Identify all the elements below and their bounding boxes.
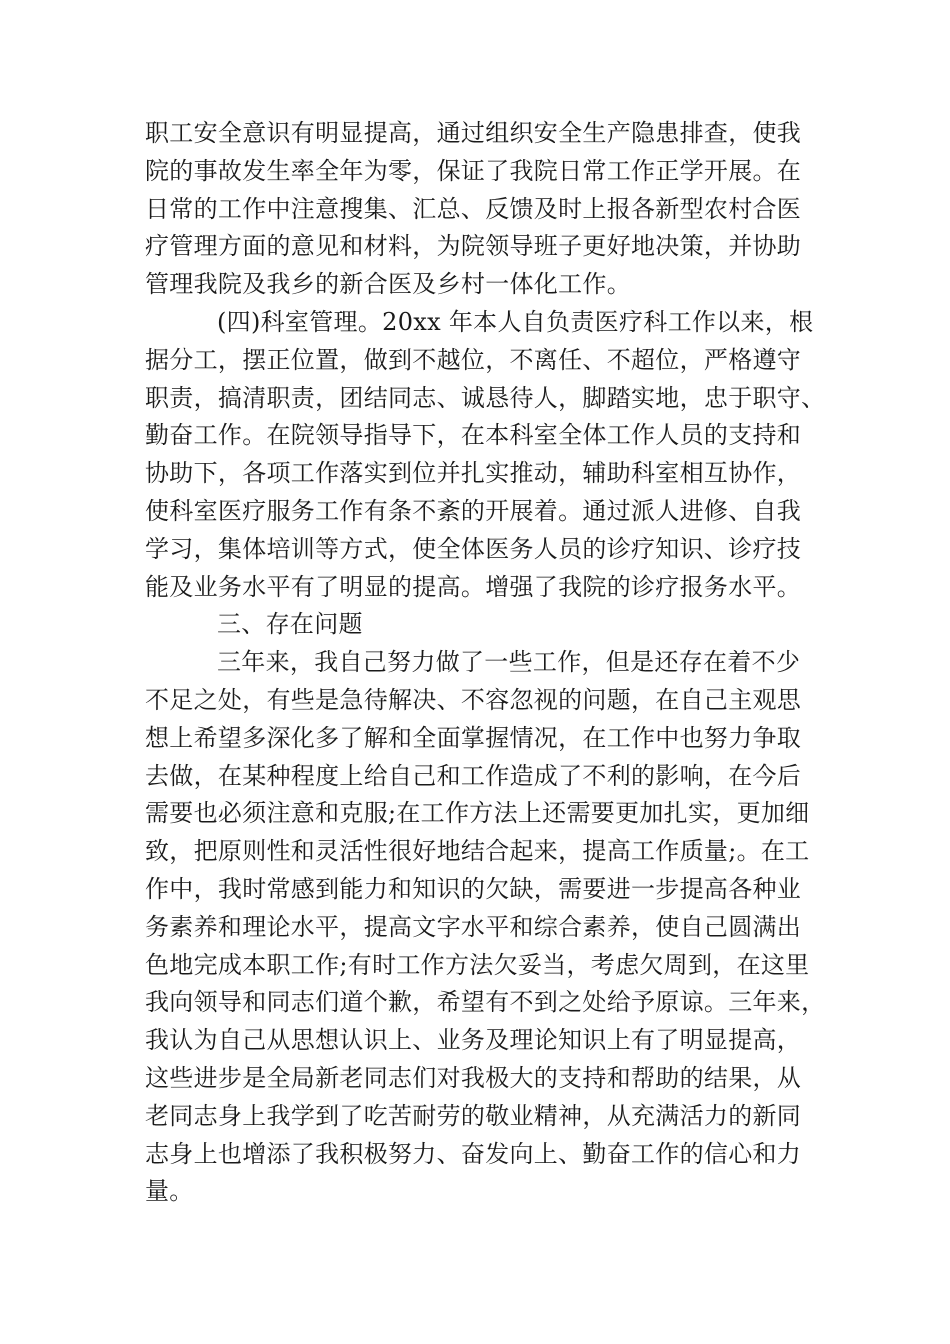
- text-line: 使科室医疗服务工作有条不紊的开展着。通过派人进修、自我: [145, 496, 802, 525]
- text-line: 务素养和理论水平，提高文字水平和综合素养，使自己圆满出: [145, 912, 802, 941]
- text-line: 志身上也增添了我积极努力、奋发向上、勤奋工作的信心和力: [145, 1139, 802, 1168]
- text-line: 管理我院及我乡的新合医及乡村一体化工作。: [145, 270, 631, 299]
- text-line: 院的事故发生率全年为零，保证了我院日常工作正学开展。在: [145, 156, 802, 185]
- document-body: [145, 115, 826, 1211]
- text-line: 需要也必须注意和克服;在工作方法上还需要更加扎实，更加细: [145, 799, 810, 828]
- text-line: 去做，在某种程度上给自己和工作造成了不利的影响，在今后: [145, 761, 802, 790]
- text-line: 学习，集体培训等方式，使全体医务人员的诊疗知识、诊疗技: [145, 534, 802, 563]
- text-line: 能及业务水平有了明显的提高。增强了我院的诊疗报务水平。: [145, 572, 802, 601]
- text-line: 日常的工作中注意搜集、汇总、反馈及时上报各新型农村合医: [145, 194, 802, 223]
- text-line: 这些进步是全局新老同志们对我极大的支持和帮助的结果，从: [145, 1063, 802, 1092]
- paragraph-start-line: 三年来，我自己努力做了一些工作，但是还存在着不少: [217, 648, 801, 677]
- text-line: 勤奋工作。在院领导指导下，在本科室全体工作人员的支持和: [145, 421, 802, 450]
- text-line: 据分工，摆正位置，做到不越位，不离任、不超位，严格遵守: [145, 345, 802, 374]
- text-line: 老同志身上我学到了吃苦耐劳的敬业精神，从充满活力的新同: [145, 1101, 802, 1130]
- text-line: 我向领导和同志们道个歉，希望有不到之处给予原谅。三年来，: [145, 988, 826, 1017]
- text-line: 职责，搞清职责，团结同志、诚恳待人，脚踏实地，忠于职守、: [145, 383, 826, 412]
- text-line: 作中，我时常感到能力和知识的欠缺，需要进一步提高各种业: [145, 874, 802, 903]
- section-heading: 三、存在问题: [217, 610, 363, 639]
- text-line: 色地完成本职工作;有时工作方法欠妥当，考虑欠周到，在这里: [145, 950, 810, 979]
- paragraph-start-line: (四)科室管理。20xx 年本人自负责医疗科工作以来，根: [217, 307, 814, 336]
- text-line: 我认为自己从思想认识上、业务及理论知识上有了明显提高，: [145, 1026, 802, 1055]
- text-line: 量。: [145, 1177, 194, 1206]
- text-line: 不足之处，有些是急待解决、不容忽视的问题，在自己主观思: [145, 685, 802, 714]
- text-line: 职工安全意识有明显提高，通过组织安全生产隐患排查，使我: [145, 119, 802, 147]
- text-line: 疗管理方面的意见和材料，为院领导班子更好地决策，并协助: [145, 232, 802, 261]
- text-line: 致，把原则性和灵活性很好地结合起来，提高工作质量;。在工: [145, 837, 810, 866]
- text-line: 协助下，各项工作落实到位并扎实推动，辅助科室相互协作，: [145, 459, 802, 488]
- text-line: 想上希望多深化多了解和全面掌握情况，在工作中也努力争取: [145, 723, 802, 752]
